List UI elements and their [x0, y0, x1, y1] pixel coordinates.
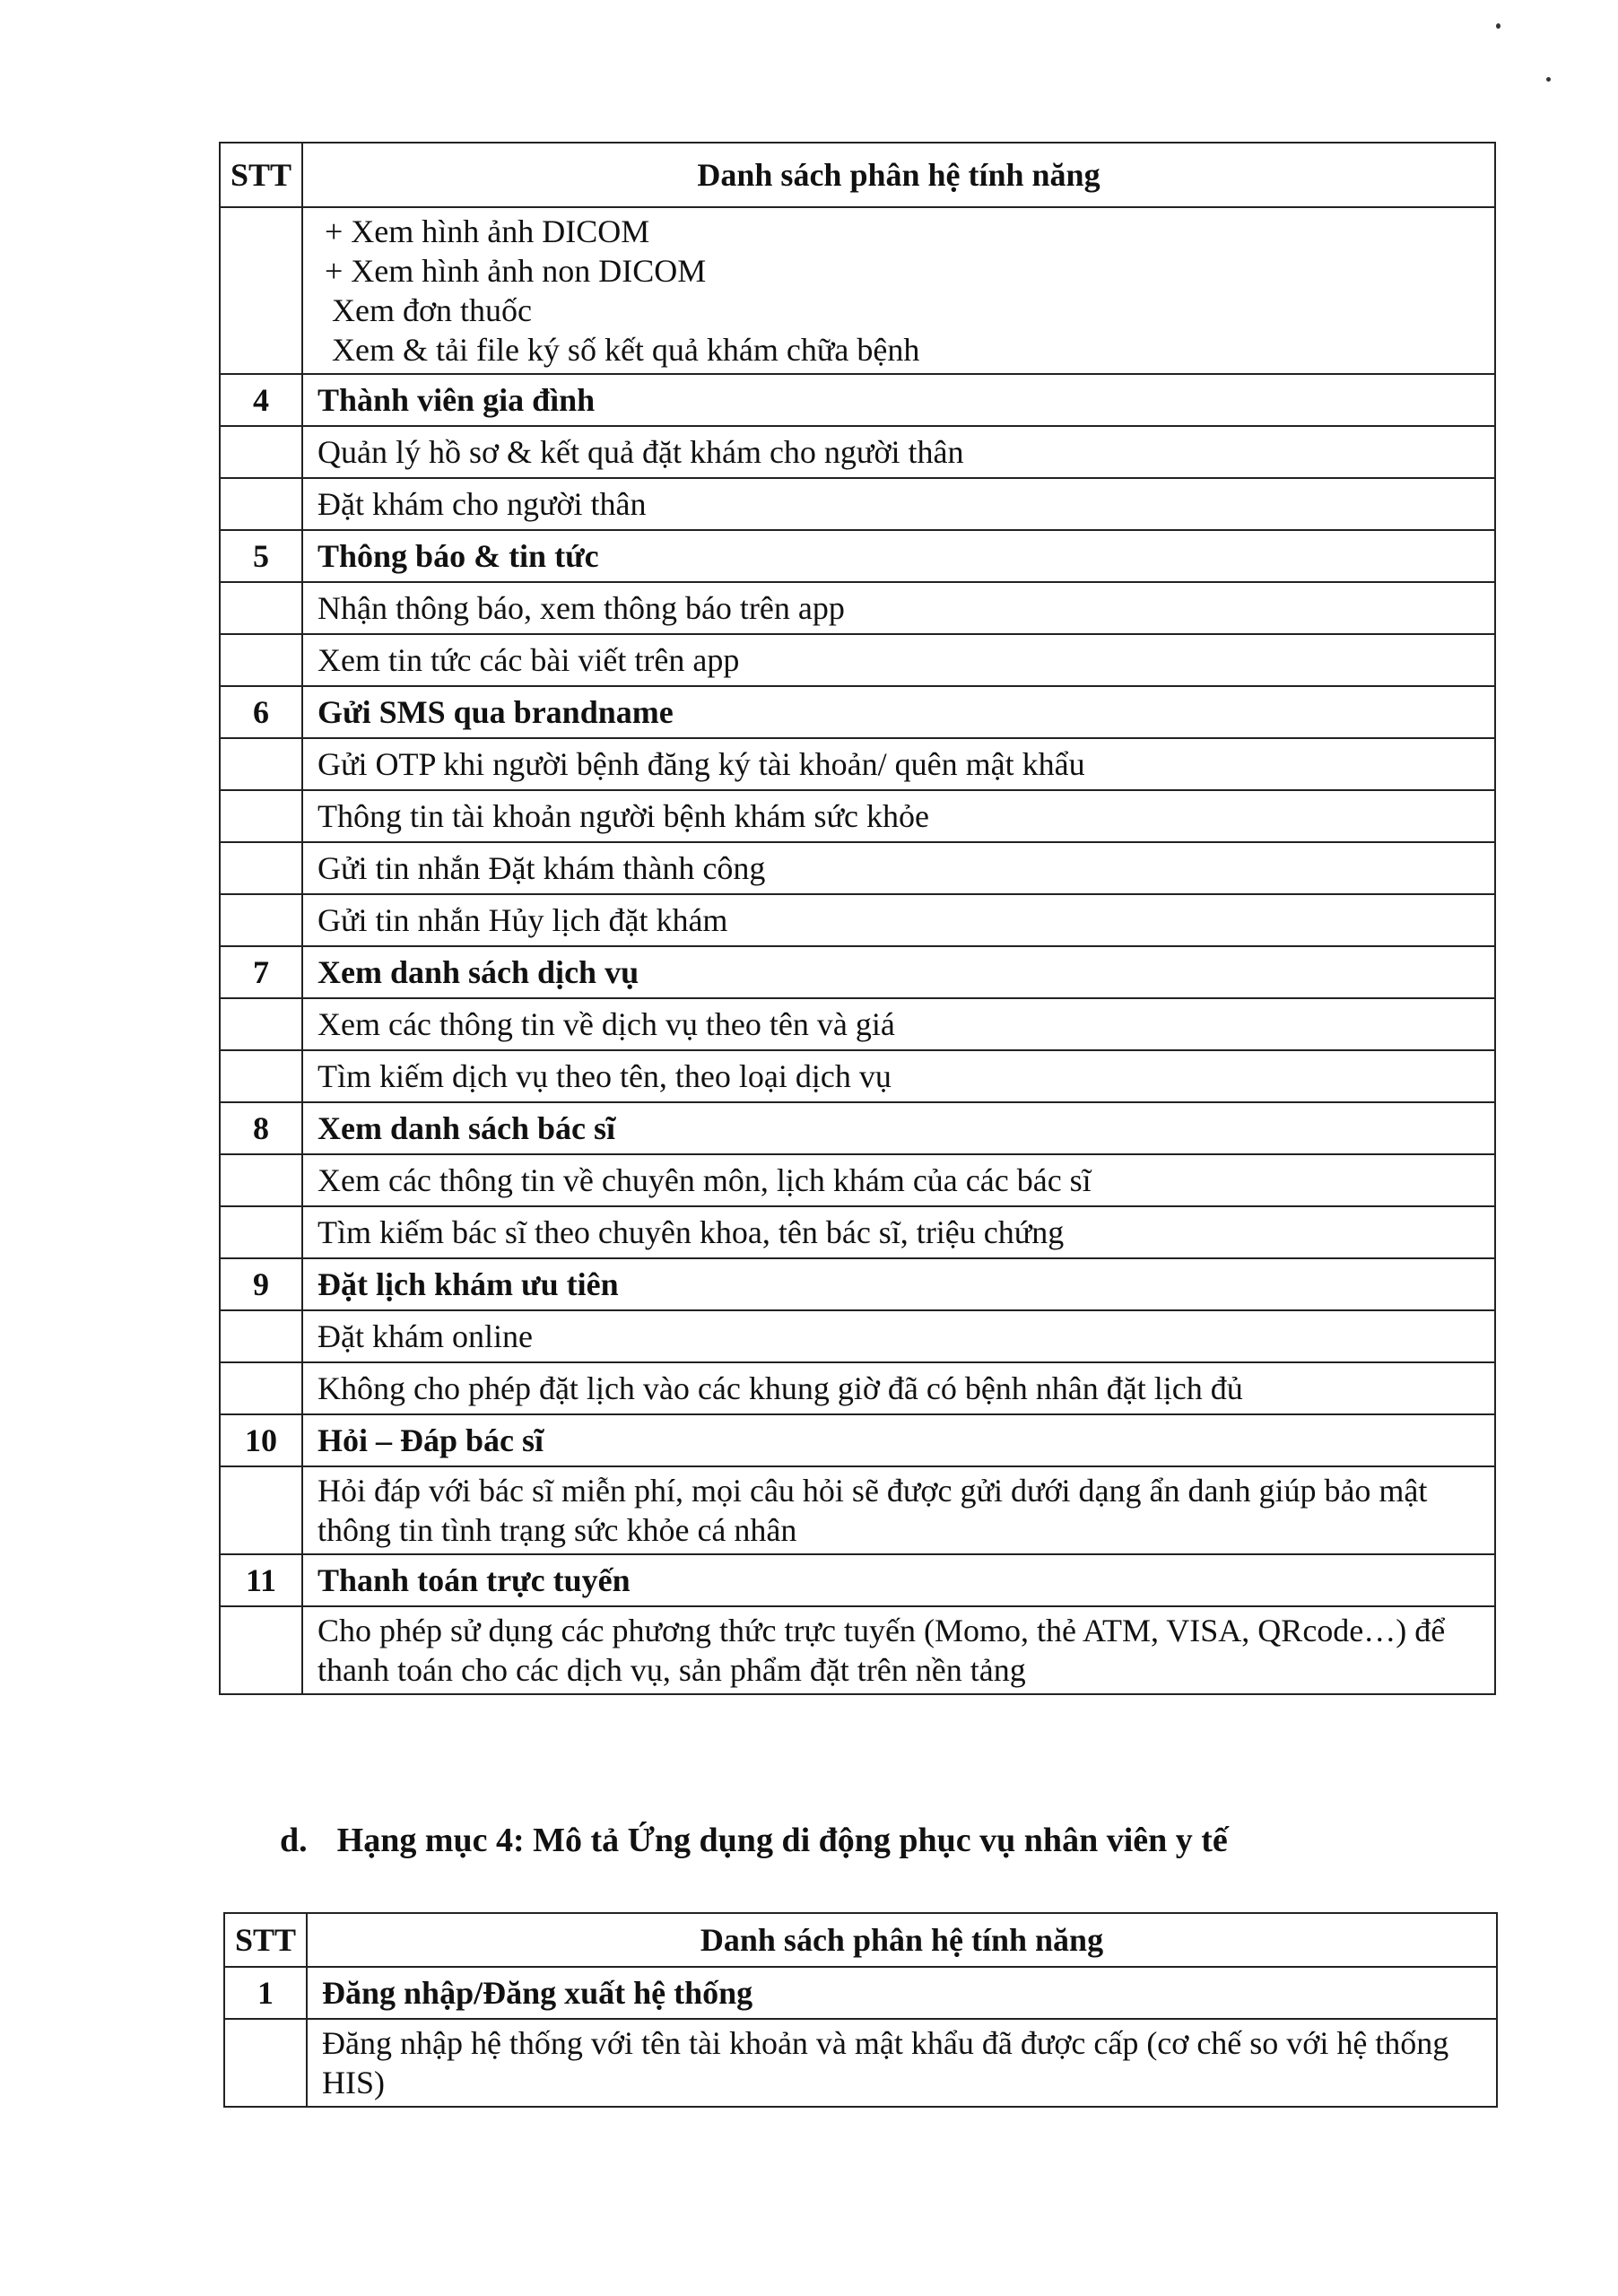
feature-cell: Đặt khám cho người thân — [302, 478, 1495, 530]
header-stt: STT — [220, 143, 302, 207]
group-name-cell: Thanh toán trực tuyến — [302, 1554, 1495, 1606]
group-name-cell: Hỏi – Đáp bác sĩ — [302, 1414, 1495, 1466]
feature-row — [220, 478, 1495, 530]
feature-row — [220, 998, 1495, 1050]
stt-cell-empty — [220, 582, 302, 634]
feature-row — [220, 1206, 1495, 1258]
group-name-cell: Đăng nhập/Đăng xuất hệ thống — [307, 1967, 1497, 2019]
stt-cell-empty — [220, 790, 302, 842]
feature-cell: Xem các thông tin về chuyên môn, lịch khám của các bác sĩ — [302, 1154, 1495, 1206]
feature-cell: Đăng nhập hệ thống với tên tài khoản và mật khẩu đã được cấp (cơ chế so với hệ thống HIS) — [307, 2019, 1497, 2107]
feature-cell: Thông tin tài khoản người bệnh khám sức khỏe — [302, 790, 1495, 842]
group-row — [220, 1102, 1495, 1154]
continuation-row — [220, 207, 1495, 374]
features-table-staff-app — [223, 1912, 1498, 2108]
stt-cell-empty — [220, 1310, 302, 1362]
stt-cell: 7 — [220, 946, 302, 998]
stt-cell: 5 — [220, 530, 302, 582]
continuation-line: Xem đơn thuốc — [332, 292, 532, 328]
stt-cell: 11 — [220, 1554, 302, 1606]
continuation-line: Xem & tải file ký số kết quả khám chữa bệnh — [332, 332, 920, 368]
group-row — [224, 1967, 1497, 2019]
feature-cell: Cho phép sử dụng các phương thức trực tuyến (Momo, thẻ ATM, VISA, QRcode…) để thanh toán cho các dịch vụ, sản phẩm đặt trên nền tảng — [302, 1606, 1495, 1694]
table-header-row — [220, 143, 1495, 207]
feature-cell: Gửi tin nhắn Đặt khám thành công — [302, 842, 1495, 894]
feature-row — [220, 790, 1495, 842]
stt-cell: 1 — [224, 1967, 307, 2019]
feature-row — [220, 894, 1495, 946]
feature-row — [220, 1606, 1495, 1694]
stt-cell-empty — [220, 1362, 302, 1414]
features-table-patient-app — [219, 142, 1496, 1695]
stt-cell: 4 — [220, 374, 302, 426]
feature-row — [220, 1310, 1495, 1362]
stt-cell-empty — [220, 1154, 302, 1206]
stt-cell: 10 — [220, 1414, 302, 1466]
continuation-line: + Xem hình ảnh DICOM — [325, 213, 650, 249]
stt-cell-empty — [220, 1606, 302, 1694]
section-title: Hạng mục 4: Mô tả Ứng dụng di động phục vụ nhân viên y tế — [336, 1822, 1228, 1859]
feature-row — [220, 1362, 1495, 1414]
group-name-cell: Gửi SMS qua brandname — [302, 686, 1495, 738]
feature-cell: Đặt khám online — [302, 1310, 1495, 1362]
feature-row — [220, 634, 1495, 686]
group-name-cell: Thành viên gia đình — [302, 374, 1495, 426]
feature-row — [220, 1050, 1495, 1102]
stt-cell: 9 — [220, 1258, 302, 1310]
continuation-cell — [302, 207, 1495, 374]
scan-speck — [1496, 23, 1501, 29]
feature-row — [220, 426, 1495, 478]
stt-cell-empty — [220, 1050, 302, 1102]
feature-cell: Xem các thông tin về dịch vụ theo tên và giá — [302, 998, 1495, 1050]
stt-cell-empty — [220, 207, 302, 374]
feature-row — [220, 1466, 1495, 1554]
stt-cell: 6 — [220, 686, 302, 738]
scan-speck — [1546, 77, 1551, 82]
group-row — [220, 1258, 1495, 1310]
group-row — [220, 946, 1495, 998]
table-header-row — [224, 1913, 1497, 1967]
stt-cell-empty — [220, 1206, 302, 1258]
section-heading — [280, 1821, 1228, 1860]
group-row — [220, 530, 1495, 582]
feature-row — [220, 842, 1495, 894]
stt-cell-empty — [220, 842, 302, 894]
feature-row — [220, 1154, 1495, 1206]
feature-row — [220, 738, 1495, 790]
feature-row — [220, 582, 1495, 634]
group-name-cell: Thông báo & tin tức — [302, 530, 1495, 582]
feature-cell: Nhận thông báo, xem thông báo trên app — [302, 582, 1495, 634]
feature-cell: Không cho phép đặt lịch vào các khung giờ đã có bệnh nhân đặt lịch đủ — [302, 1362, 1495, 1414]
feature-cell: Hỏi đáp với bác sĩ miễn phí, mọi câu hỏi sẽ được gửi dưới dạng ẩn danh giúp bảo mật thông tin tình trạng sức khỏe cá nhân — [302, 1466, 1495, 1554]
stt-cell-empty — [220, 426, 302, 478]
stt-cell-empty — [220, 998, 302, 1050]
feature-cell: Tìm kiếm dịch vụ theo tên, theo loại dịch vụ — [302, 1050, 1495, 1102]
header-title: Danh sách phân hệ tính năng — [302, 143, 1495, 207]
group-name-cell: Xem danh sách dịch vụ — [302, 946, 1495, 998]
feature-cell: Gửi OTP khi người bệnh đăng ký tài khoản/ quên mật khẩu — [302, 738, 1495, 790]
stt-cell-empty — [220, 738, 302, 790]
group-row — [220, 374, 1495, 426]
stt-cell: 8 — [220, 1102, 302, 1154]
stt-cell-empty — [220, 894, 302, 946]
feature-cell: Tìm kiếm bác sĩ theo chuyên khoa, tên bác sĩ, triệu chứng — [302, 1206, 1495, 1258]
group-name-cell: Đặt lịch khám ưu tiên — [302, 1258, 1495, 1310]
stt-cell-empty — [220, 478, 302, 530]
header-title: Danh sách phân hệ tính năng — [307, 1913, 1497, 1967]
group-row — [220, 1414, 1495, 1466]
feature-cell: Xem tin tức các bài viết trên app — [302, 634, 1495, 686]
stt-cell-empty — [220, 634, 302, 686]
stt-cell-empty — [220, 1466, 302, 1554]
feature-cell: Quản lý hồ sơ & kết quả đặt khám cho người thân — [302, 426, 1495, 478]
header-stt: STT — [224, 1913, 307, 1967]
stt-cell-empty — [224, 2019, 307, 2107]
feature-cell: Gửi tin nhắn Hủy lịch đặt khám — [302, 894, 1495, 946]
section-label: d. — [280, 1822, 308, 1859]
group-row — [220, 1554, 1495, 1606]
group-row — [220, 686, 1495, 738]
group-name-cell: Xem danh sách bác sĩ — [302, 1102, 1495, 1154]
continuation-line: + Xem hình ảnh non DICOM — [325, 253, 707, 289]
feature-row — [224, 2019, 1497, 2107]
